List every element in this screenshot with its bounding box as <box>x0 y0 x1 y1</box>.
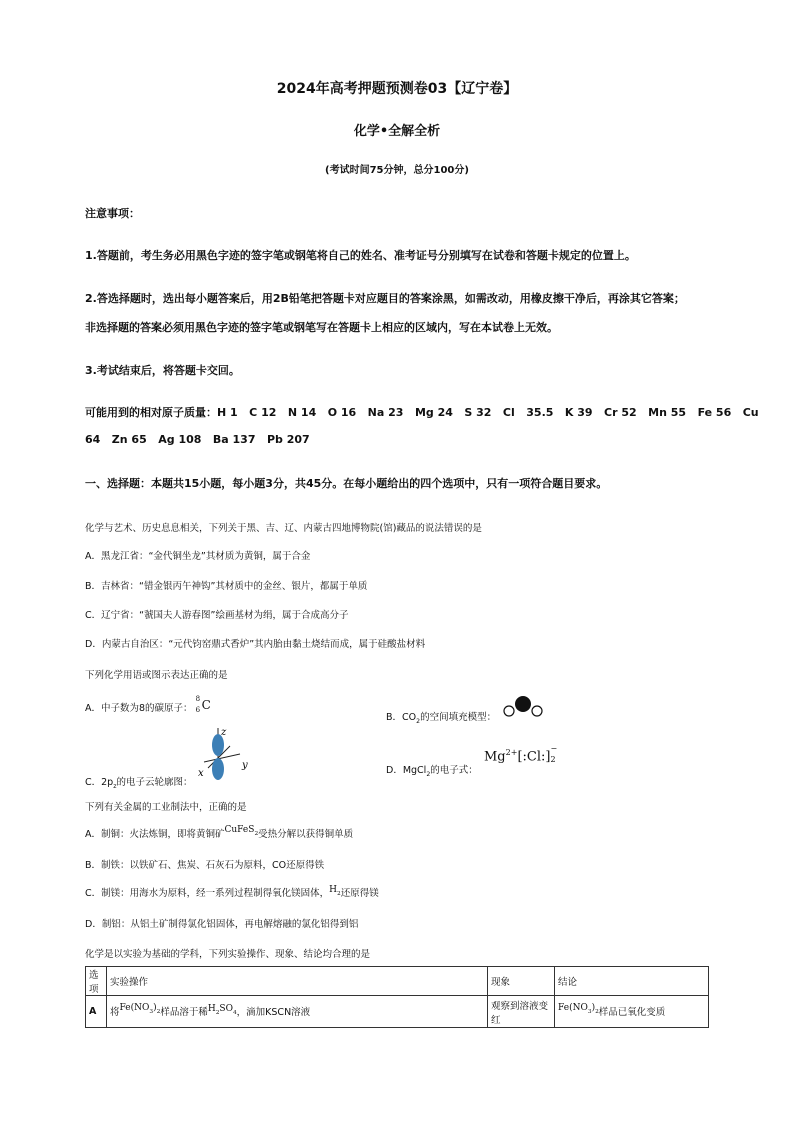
z-axis-label: z <box>221 727 227 738</box>
subscript: 4 <box>232 1009 237 1016</box>
q3-option-a-post: 受热分解以获得铜单质 <box>258 829 354 840</box>
element-symbol: C <box>201 697 211 712</box>
note-item-1: 1.答题前，考生务必用黑色字迹的签字笔或钢笔将自己的姓名、准考证号分别填写在试卷和答题卡规定的位置上。 <box>85 249 636 262</box>
row-a-option: A <box>86 996 107 1028</box>
note-item-2-line2: 非选择题的答案必须用黑色字迹的签字笔或钢笔写在答题卡上相应的区域内，写在本试卷上无效。 <box>85 321 558 334</box>
q2-option-a-label: A．中子数为8的碳原子： <box>85 703 193 714</box>
conc-post: 样品已氧化变质 <box>598 1006 666 1018</box>
subscript: 3 <box>587 1008 592 1015</box>
subscript: z <box>113 782 117 790</box>
mg-charge: 2+ <box>505 748 518 757</box>
q2-option-d-rest: 的电子式： <box>430 765 478 776</box>
chem-formula <box>329 885 341 895</box>
op-pre: 将 <box>110 1006 120 1018</box>
formula-text: CuFeS <box>224 825 255 835</box>
q1-option-c: C．辽宁省：“虢国夫人游春图”绘画基材为绢，属于合成高分子 <box>85 610 349 621</box>
q2-option-c-label: C．2p <box>85 777 114 788</box>
subscript: 2 <box>337 890 341 897</box>
q3-option-c-pre: C．制镁：用海水为原料，经一系列过程制得氧化镁固体， <box>85 888 330 899</box>
y-axis <box>204 754 240 762</box>
table-row <box>86 996 709 1028</box>
oxygen-atom-left <box>504 706 514 716</box>
q2-stem: 下列化学用语或图示表达正确的是 <box>85 670 228 681</box>
oxygen-atom-right <box>532 706 542 716</box>
q1-stem: 化学与艺术、历史息息相关，下列关于黑、吉、辽、内蒙古四地博物院(馆)藏品的说法错误的是 <box>85 523 482 534</box>
q4-table <box>85 966 709 1028</box>
formula-text: H <box>207 1003 216 1014</box>
formula-text: ) <box>591 1002 596 1013</box>
subscript: 3 <box>149 1008 154 1015</box>
q3-option-a <box>85 826 353 842</box>
chem-formula <box>225 825 259 835</box>
mg-symbol: Mg <box>484 749 506 765</box>
x-axis-label: x <box>198 768 204 779</box>
q3-option-c <box>85 885 379 901</box>
q2-option-c-rest: 的电子云轮廓图： <box>116 777 193 788</box>
cl-count: 2 <box>550 755 556 765</box>
subscript: 2 <box>416 717 421 725</box>
q2-option-b-rest: 的空间填充模型： <box>420 712 497 723</box>
note-item-3: 3.考试结束后，将答题卡交回。 <box>85 364 240 377</box>
exam-info: (考试时间75分钟，总分100分) <box>325 165 469 176</box>
q2-option-d <box>386 762 478 778</box>
q2-option-b <box>386 709 496 725</box>
carbon-atom <box>515 696 531 712</box>
header-conclusion: 结论 <box>555 967 709 996</box>
formula-text: H <box>329 885 337 895</box>
subscript: 2 <box>254 830 259 837</box>
header-phenomenon: 现象 <box>488 967 555 996</box>
2pz-orbital-icon <box>196 726 254 782</box>
formula-text: Fe(NO <box>558 1002 588 1013</box>
subscript: 2 <box>215 1009 220 1016</box>
cl-charge: − <box>550 744 558 754</box>
page-subtitle: 化学•全解全析 <box>353 124 441 139</box>
header-option: 选项 <box>86 967 107 996</box>
q1-option-a: A．黑龙江省：“金代铜坐龙”其材质为黄铜，属于合金 <box>85 551 311 562</box>
co2-space-filling-model-icon <box>500 694 546 720</box>
formula-text: Fe(NO <box>119 1002 150 1013</box>
atomic-masses-line2: 64 Zn 65 Ag 108 Ba 137 Pb 207 <box>85 433 310 446</box>
header-operation: 实验操作 <box>107 967 488 996</box>
q3-option-d: D．制铝：从铝土矿制得氯化铝固体，再电解熔融的氯化铝得到铝 <box>85 919 359 930</box>
row-a-operation <box>107 996 488 1028</box>
subscript: 2 <box>156 1008 161 1015</box>
fe-no3-2-formula <box>120 1003 161 1013</box>
q3-option-b: B．制铁：以铁矿石、焦炭、石灰石为原料，CO还原得铁 <box>85 860 325 871</box>
atomic-masses-line1: 可能用到的相对原子质量：H 1 C 12 N 14 O 16 Na 23 Mg 24 S 32 Cl 35.5 K 39 Cr 52 Mn 55 Fe 56 Cu <box>85 406 759 419</box>
atomic-number: 6 <box>195 705 201 714</box>
formula-text: SO <box>219 1003 233 1014</box>
page-title: 2024年高考押题预测卷03【辽宁卷】 <box>276 81 518 97</box>
row-a-conclusion <box>555 996 709 1028</box>
q4-stem: 化学是以实验为基础的学科，下列实验操作、现象、结论均合理的是 <box>85 949 371 960</box>
q1-option-d: D．内蒙古自治区：“元代钧窑鼎式香炉”其内胎由黏土烧结而成，属于硅酸盐材料 <box>85 639 426 650</box>
q2-option-b-label: B．CO <box>386 712 417 723</box>
note-item-2-line1: 2.答选择题时，选出每小题答案后，用2B铅笔把答题卡对应题目的答案涂黑，如需改动，用橡皮擦干净后，再涂其它答案； <box>85 292 685 305</box>
q2-option-c <box>85 774 192 790</box>
fe-no3-2-formula <box>558 1003 599 1013</box>
formula-text: ) <box>153 1002 157 1013</box>
cl-anion: [:Cl:] <box>517 749 551 765</box>
carbon-isotope-notation <box>195 694 218 717</box>
q1-option-b: B．吉林省：“错金银丙午神钩”其材质中的金丝、银片，都属于单质 <box>85 581 368 592</box>
mgcl2-electron-formula <box>484 744 558 765</box>
q3-stem: 下列有关金属的工业制法中，正确的是 <box>85 802 247 813</box>
q3-option-a-pre: A．制铜：火法炼铜，即将黄铜矿 <box>85 829 225 840</box>
section-heading: 一、选择题：本题共15小题，每小题3分，共45分。在每小题给出的四个选项中，只有一项符合题目要求。 <box>85 477 608 490</box>
q2-option-d-label: D．MgCl <box>386 765 427 776</box>
row-a-phenomenon: 观察到溶液变红 <box>488 996 555 1028</box>
subscript: 2 <box>426 770 431 778</box>
subscript: 2 <box>595 1008 599 1015</box>
notes-heading: 注意事项： <box>85 207 140 220</box>
op-post: ，滴加KSCN溶液 <box>236 1006 311 1018</box>
q2-option-a <box>85 694 218 717</box>
op-mid: 样品溶于稀 <box>160 1006 208 1018</box>
y-axis-label: y <box>242 760 248 771</box>
table-header-row <box>86 967 709 996</box>
lower-lobe <box>212 758 224 780</box>
h2so4-formula <box>208 1004 237 1014</box>
mass-number: 8 <box>195 694 201 703</box>
q3-option-c-post: 还原得镁 <box>340 888 379 899</box>
